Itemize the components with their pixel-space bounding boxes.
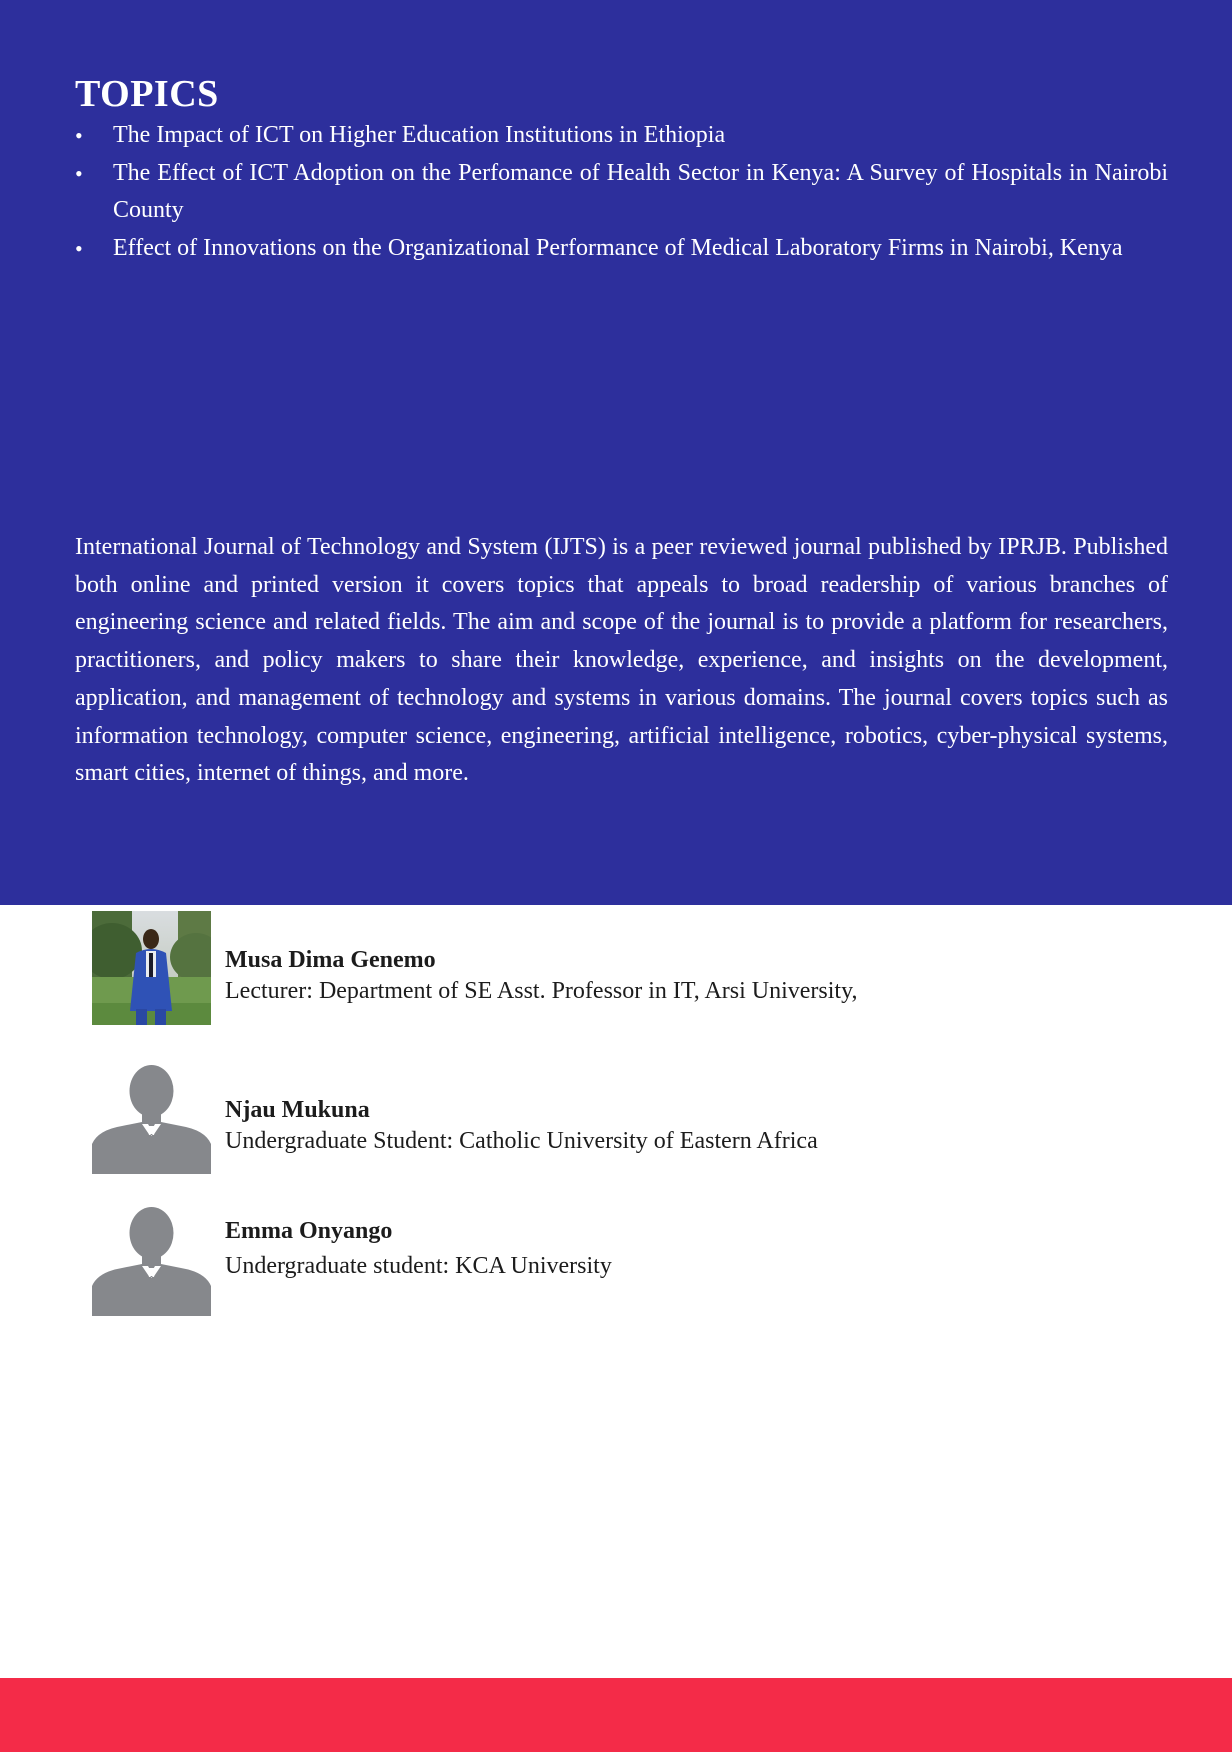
bullet-icon: • — [75, 123, 83, 148]
topics-list — [75, 117, 1168, 267]
topic-text: The Effect of ICT Adoption on the Perfomance of Health Sector in Kenya: A Survey of Hospitals in Nairobi County — [113, 159, 1168, 223]
topic-text: The Impact of ICT on Higher Education Institutions in Ethiopia — [113, 122, 726, 148]
author-photo-image — [92, 911, 211, 1025]
topics-heading: TOPICS — [75, 73, 219, 115]
author-name: Njau Mukuna — [225, 1097, 370, 1123]
journal-description: International Journal of Technology and System (IJTS) is a peer reviewed journal published by IPRJB. Published both online and printed version it covers topics that appeals to broad readership of various branches of engineering science and related fields. The aim and scope of the journal is to provide a platform for researchers, practitioners, and policy makers to share their knowledge, experience, and insights on the development, application, and management of technology and systems in various domains. The journal covers topics such as information technology, computer science, engineering, artificial intelligence, robotics, cyber-physical systems, smart cities, internet of things, and more. — [75, 534, 1180, 787]
author-affiliation: Lecturer: Department of SE Asst. Professor in IT, Arsi University, — [225, 978, 858, 1004]
bullet-icon: • — [75, 235, 83, 261]
topic-item — [75, 117, 1168, 155]
author-photo — [92, 911, 211, 1025]
topic-item — [75, 230, 1168, 268]
bullet-icon: • — [75, 160, 83, 186]
topic-item — [75, 155, 1168, 230]
footer-accent-bar — [0, 1678, 1232, 1752]
author-name: Emma Onyango — [225, 1218, 393, 1244]
author-name: Musa Dima Genemo — [225, 947, 436, 973]
avatar-placeholder-icon — [92, 1064, 211, 1174]
author-affiliation: Undergraduate student: KCA University — [225, 1253, 612, 1279]
author-affiliation: Undergraduate Student: Catholic University of Eastern Africa — [225, 1128, 818, 1154]
topic-text: Effect of Innovations on the Organizational Performance of Medical Laboratory Firms in Nairobi, Kenya — [113, 234, 1123, 261]
avatar-placeholder-icon — [92, 1206, 211, 1316]
person-silhouette-icon — [92, 1206, 211, 1316]
person-silhouette-icon — [92, 1064, 211, 1174]
